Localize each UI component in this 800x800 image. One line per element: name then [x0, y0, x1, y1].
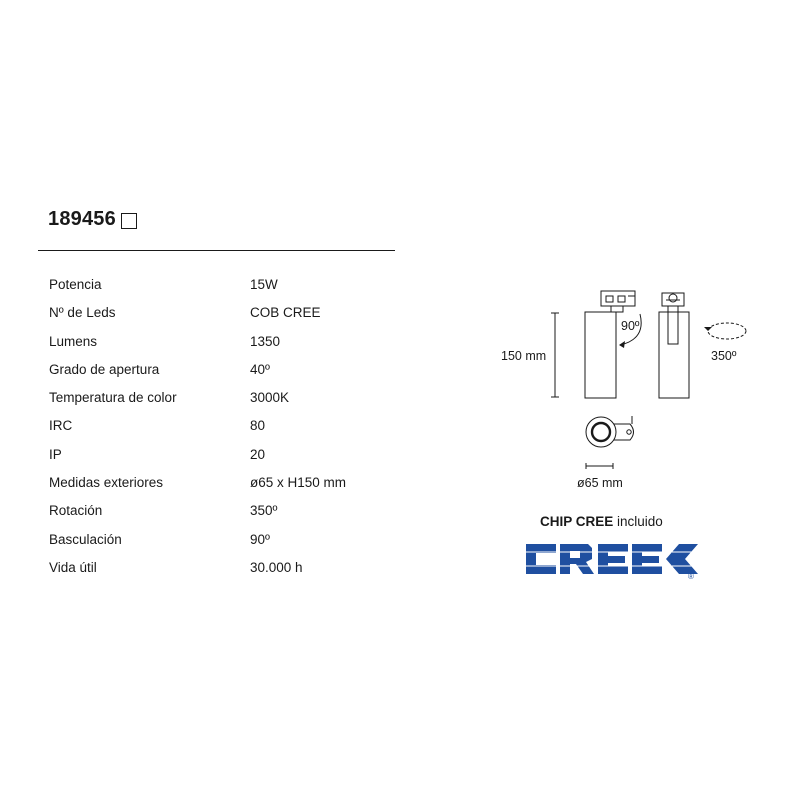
- product-header: [48, 208, 137, 231]
- spec-value: COB CREE: [250, 305, 321, 321]
- tilt-label: 90º: [621, 319, 640, 333]
- spec-value: 40º: [250, 361, 270, 377]
- chip-brand-text: CHIP CREE: [540, 514, 614, 529]
- spec-row: [49, 361, 379, 389]
- spec-label: Rotación: [49, 503, 103, 519]
- spec-value: ø65 x H150 mm: [250, 475, 347, 491]
- cree-logo: [524, 538, 698, 580]
- checkbox-square-icon: [121, 213, 137, 229]
- spec-label: Basculación: [49, 531, 122, 547]
- chip-included-caption: [540, 514, 663, 529]
- rotation-label: 350º: [711, 349, 737, 363]
- rotation-indicator-icon: [704, 323, 746, 339]
- spec-value: 15W: [250, 277, 278, 292]
- spec-value: 20: [250, 446, 266, 462]
- spec-value: 1350: [250, 333, 281, 349]
- technical-drawing: [490, 285, 770, 495]
- spec-label: IP: [49, 446, 62, 462]
- spec-label: Temperatura de color: [49, 390, 177, 406]
- spec-row: [49, 389, 379, 417]
- spec-row: [49, 474, 379, 502]
- spec-label: Grado de apertura: [49, 361, 160, 377]
- spec-value: 80: [250, 418, 266, 434]
- spec-label: Lumens: [49, 333, 98, 349]
- spec-label: Medidas exteriores: [49, 475, 164, 491]
- spec-row: [49, 531, 379, 559]
- spec-row: [49, 559, 379, 587]
- spec-value: 30.000 h: [250, 559, 303, 575]
- spec-row: [49, 502, 379, 530]
- spec-row: [49, 276, 379, 304]
- svg-text:®: ®: [688, 572, 694, 580]
- spotlight-side-view: [659, 293, 689, 398]
- spec-value: 3000K: [250, 390, 290, 406]
- diameter-label: ø65 mm: [577, 476, 623, 490]
- spec-row: [49, 417, 379, 445]
- spec-label: Nº de Leds: [49, 305, 116, 321]
- header-divider: [38, 250, 395, 251]
- diameter-dimension: [586, 463, 613, 469]
- spec-value: 90º: [250, 531, 270, 547]
- spotlight-front-view: [585, 291, 635, 398]
- spec-row: [49, 333, 379, 361]
- product-code: 189456: [48, 208, 116, 230]
- spotlight-top-view: [586, 416, 634, 447]
- spec-label: IRC: [49, 418, 73, 434]
- height-label: 150 mm: [501, 349, 547, 363]
- spec-row: [49, 304, 379, 332]
- spec-label: Potencia: [49, 277, 102, 292]
- spec-table: [49, 276, 379, 587]
- spec-label: Vida útil: [49, 559, 97, 575]
- chip-suffix-text: incluido: [613, 514, 663, 529]
- height-dimension: [551, 313, 559, 397]
- spec-row: [49, 446, 379, 474]
- spec-value: 350º: [250, 503, 278, 519]
